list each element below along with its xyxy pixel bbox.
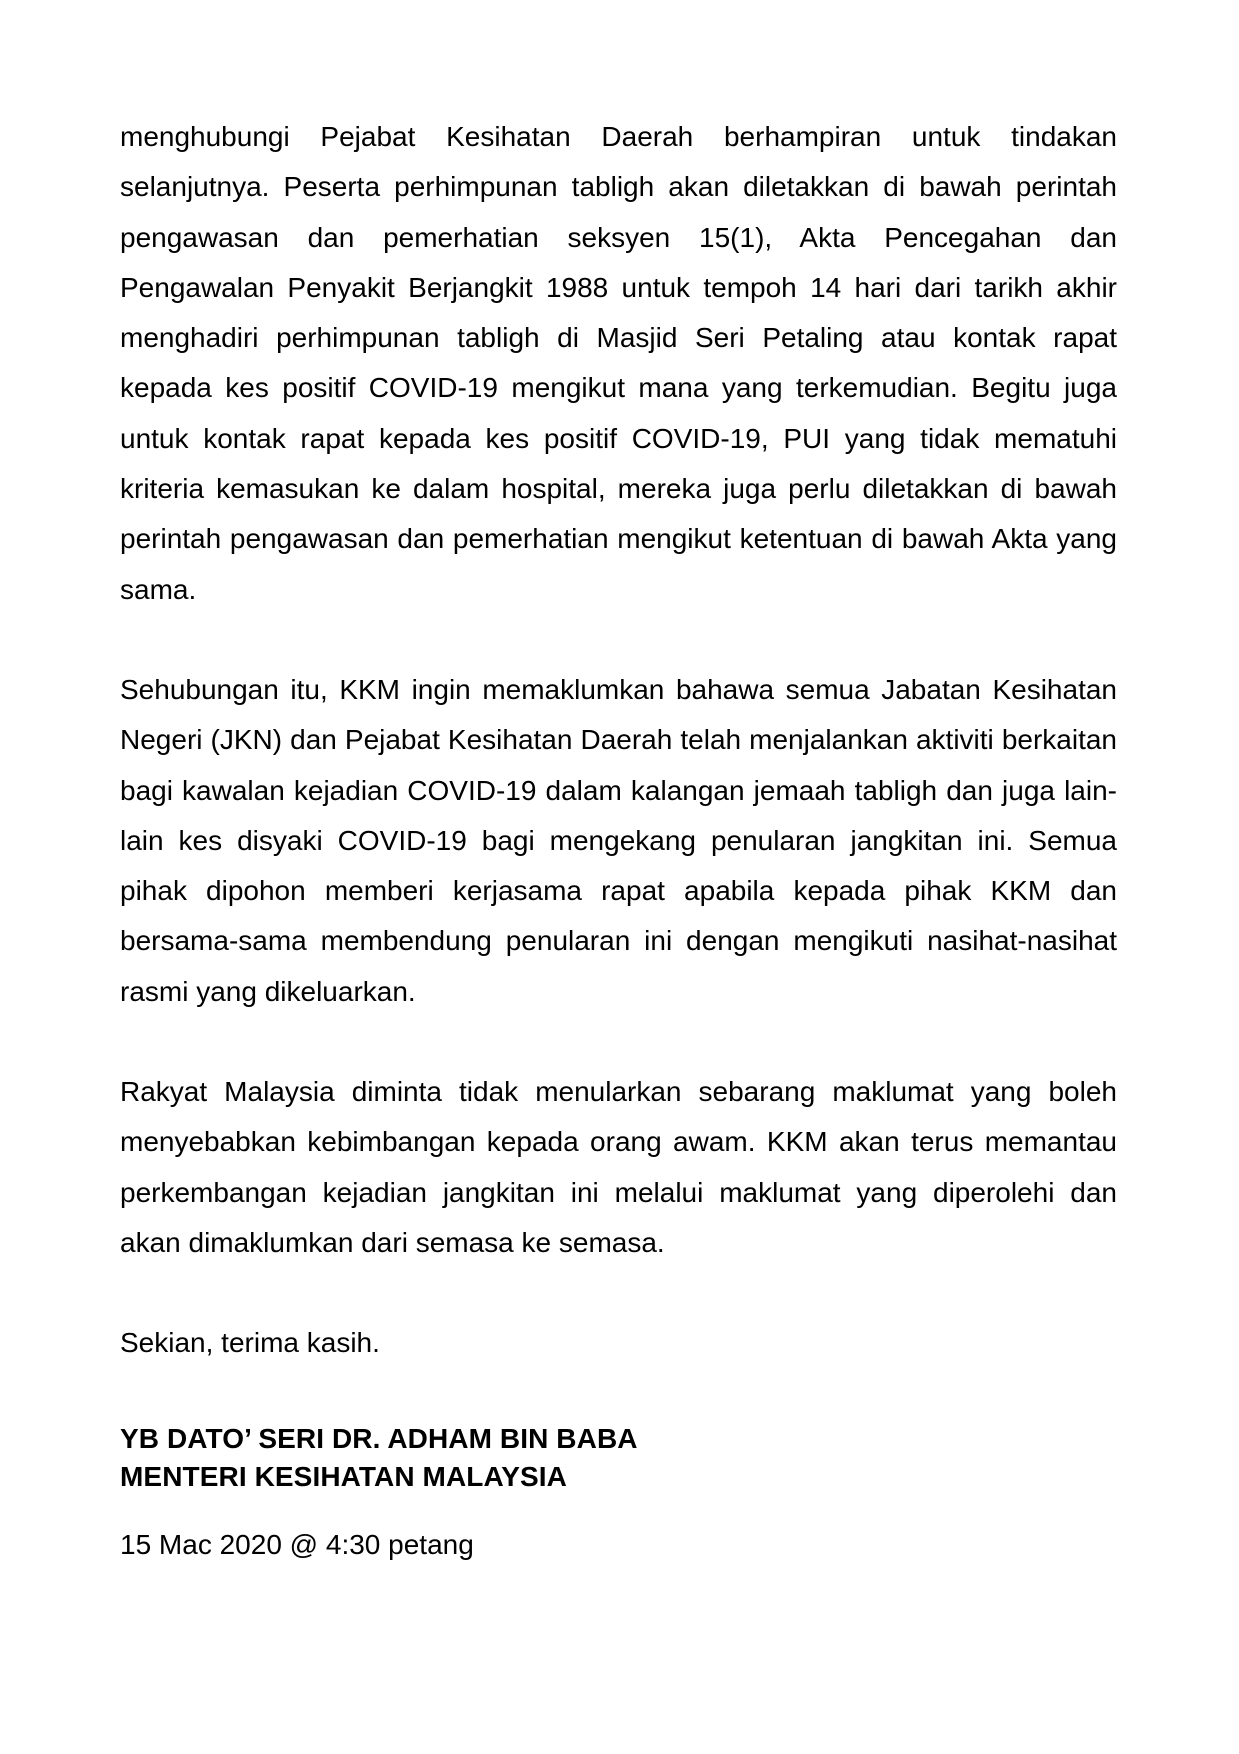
paragraph-spacer bbox=[120, 615, 1117, 665]
paragraph-spacer bbox=[120, 1017, 1117, 1067]
paragraph-spacer bbox=[120, 1268, 1117, 1318]
document-body bbox=[120, 112, 1117, 1564]
closing-line: Sekian, terima kasih. bbox=[120, 1327, 380, 1359]
signatory-title: MENTERI KESIHATAN MALAYSIA bbox=[120, 1461, 567, 1493]
paragraph-kkm-activities: Sehubungan itu, KKM ingin memaklumkan bahawa semua Jabatan Kesihatan Negeri (JKN) dan Pejabat Kesihatan Daerah telah menjalankan aktiviti berkaitan bagi kawalan kejadian COVID-19 dalam kalangan jemaah tabligh dan juga lain-lain kes disyaki COVID-19 bagi mengekang penularan jangkitan ini. Semua pihak dipohon memberi kerjasama rapat apabila kepada pihak KKM dan bersama-sama membendung penularan ini dengan mengikuti nasihat-nasihat rasmi yang dikeluarkan. bbox=[120, 673, 1117, 1007]
paragraph-quarantine-order: menghubungi Pejabat Kesihatan Daerah berhampiran untuk tindakan selanjutnya. Peserta perhimpunan tabligh akan diletakkan di bawah perintah pengawasan dan pemerhatian seksyen 15(1), Akta Pencegahan dan Pengawalan Penyakit Berjangkit 1988 untuk tempoh 14 hari dari tarikh akhir menghadiri perhimpunan tabligh di Masjid Seri Petaling atau kontak rapat kepada kes positif COVID-19 mengikut mana yang terkemudian. Begitu juga untuk kontak rapat kepada kes positif COVID-19, PUI yang tidak mematuhi kriteria kemasukan ke dalam hospital, mereka juga perlu diletakkan di bawah perintah pengawasan dan pemerhatian mengikut ketentuan di bawah Akta yang sama. bbox=[120, 121, 1117, 605]
paragraph-public-advice: Rakyat Malaysia diminta tidak menularkan sebarang maklumat yang boleh menyebabkan kebimbangan kepada orang awam. KKM akan terus memantau perkembangan kejadian jangkitan ini melalui maklumat yang diperolehi dan akan dimaklumkan dari semasa ke semasa. bbox=[120, 1076, 1117, 1258]
signatory-name: YB DATO’ SERI DR. ADHAM BIN BABA bbox=[120, 1423, 638, 1455]
signature-block bbox=[120, 1420, 1117, 1496]
statement-date: 15 Mac 2020 @ 4:30 petang bbox=[120, 1529, 474, 1561]
